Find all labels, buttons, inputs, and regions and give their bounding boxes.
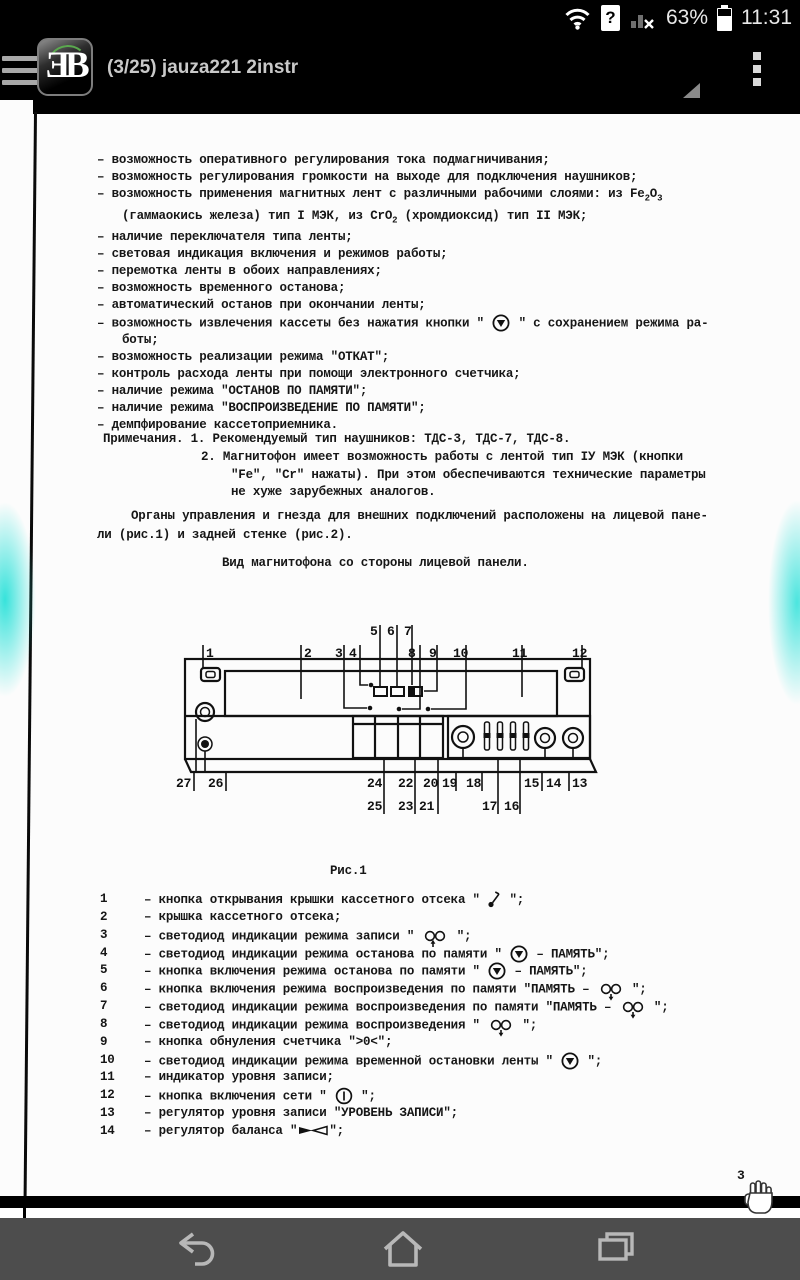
- figure-heading: Вид магнитофона со стороны лицевой панели.: [222, 556, 529, 570]
- legend-item: [100, 927, 750, 945]
- wifi-icon: [564, 7, 591, 30]
- text-run: – кнопка обнуления счетчика ">0<";: [144, 1034, 393, 1049]
- text-run: – наличие переключателя типа ленты;: [97, 230, 353, 244]
- bullet-item: – возможность применения магнитных лент с различными рабочими слоями: из $Fe_2O_3$ (гаммаокись железа) тип I МЭК, из CrO$_2$ (хромдиоксид) тип II МЭК;: [97, 187, 663, 225]
- legend-item: [100, 945, 750, 963]
- app-logo[interactable]: [37, 38, 93, 96]
- text-run: – возможность регулирования громкости на выходе для подключения наушников;: [97, 170, 638, 184]
- text-run: – наличие режима "ВОСПРОИЗВЕДЕНИЕ ПО ПАМЯТИ";: [97, 401, 426, 416]
- legend-item: [100, 1016, 750, 1034]
- legend-item-number: 3: [100, 927, 108, 942]
- svg-text:22: 22: [398, 776, 414, 791]
- legend-item: [100, 891, 750, 909]
- bullet-item: [97, 280, 722, 297]
- text-run: – ПАМЯТЬ";: [529, 946, 610, 961]
- svg-text:9: 9: [429, 646, 437, 661]
- text-run: ";: [329, 1123, 344, 1138]
- text-run: – возможность временного останова;: [97, 281, 346, 295]
- text-run: – световая индикация включения и режимов работы;: [97, 247, 448, 261]
- scan-edge-bottom: [0, 1196, 800, 1208]
- text-run: ";: [353, 1089, 376, 1104]
- screen-glow-right: [768, 500, 800, 705]
- text-run: – крышка кассетного отсека;: [144, 909, 342, 924]
- svg-text:5: 5: [370, 624, 378, 639]
- text-run: ";: [449, 928, 472, 943]
- stop-memory-icon: [492, 314, 510, 332]
- svg-text:21: 21: [419, 799, 435, 814]
- svg-text:14: 14: [546, 776, 562, 791]
- document-page[interactable]: [0, 100, 800, 1208]
- paragraph-line: Органы управления и гнезда для внешних подключений расположены на лицевой пане-: [131, 509, 708, 523]
- legend-item-number: 6: [100, 981, 108, 996]
- text-run: " с сохранением режима ра-: [511, 316, 709, 331]
- text-run: – светодиод индикации режима останова по памяти ": [144, 946, 510, 961]
- power-icon: [335, 1087, 353, 1105]
- clock: 11:31: [741, 6, 792, 29]
- menu-icon[interactable]: [2, 56, 40, 92]
- text-run: – возможность реализации режима "ОТКАТ";: [97, 350, 390, 365]
- legend-item-number: 12: [100, 1088, 115, 1103]
- svg-text:26: 26: [208, 776, 224, 791]
- svg-text:3: 3: [335, 646, 343, 661]
- svg-text:13: 13: [572, 776, 588, 791]
- svg-text:10: 10: [453, 646, 469, 661]
- text-run: ";: [624, 982, 647, 997]
- text-run: (гаммаокись железа) тип I МЭК, из CrO: [122, 208, 393, 223]
- text-run: – перемотка ленты в обоих направлениях;: [97, 264, 382, 278]
- text-run: ";: [515, 1018, 538, 1033]
- battery-icon: [717, 8, 732, 31]
- legend-item: [100, 1087, 750, 1105]
- text-run: (хромдиоксид) тип II МЭК;: [397, 208, 588, 223]
- bullet-item: [97, 366, 722, 383]
- text-run: – кнопка включения режима воспроизведения по памяти "ПАМЯТЬ –: [144, 982, 597, 997]
- scan-edge-tick: [23, 1206, 26, 1218]
- text-run: – светодиод индикации режима временной остановки ленты ": [144, 1053, 561, 1068]
- svg-text:23: 23: [398, 799, 414, 814]
- feature-list: [97, 152, 722, 434]
- svg-text:2: 2: [304, 646, 312, 661]
- text-run: – наличие режима "ОСТАНОВ ПО ПАМЯТИ";: [97, 384, 368, 399]
- bullet-item: [97, 400, 722, 417]
- bullet-item: [97, 152, 722, 169]
- signal-icon: [630, 7, 656, 30]
- legend-item: [100, 1123, 750, 1141]
- back-icon[interactable]: [172, 1227, 218, 1276]
- text-run: – регулятор уровня записи "УРОВЕНЬ ЗАПИСИ";: [144, 1106, 458, 1121]
- overflow-menu-icon[interactable]: [753, 52, 761, 91]
- legend-item-number: 10: [100, 1052, 115, 1067]
- text-run: ";: [502, 892, 525, 907]
- legend-item-number: 1: [100, 892, 108, 906]
- recents-icon[interactable]: [592, 1227, 638, 1276]
- text-run: O: [649, 187, 658, 201]
- eject-icon: [488, 891, 501, 908]
- text-run: ";: [580, 1053, 603, 1068]
- text-run: – индикатор уровня записи;: [144, 1070, 334, 1085]
- svg-text:20: 20: [423, 776, 439, 791]
- text-run: – ПАМЯТЬ";: [507, 964, 588, 979]
- svg-text:16: 16: [504, 799, 520, 814]
- text-run: – светодиод индикации режима воспроизведения ": [144, 1018, 488, 1033]
- legend-item: [100, 1069, 750, 1087]
- sim-question-icon: ?: [601, 5, 620, 31]
- stop-memory-icon: [488, 962, 506, 980]
- corner-triangle-icon: [683, 83, 700, 98]
- legend-item: [100, 909, 750, 927]
- text-run: – демпфирование кассетоприемника.: [97, 418, 338, 433]
- status-bar: [0, 0, 800, 36]
- figure-caption: Рис.1: [330, 864, 367, 878]
- legend-item: [100, 1052, 750, 1070]
- bullet-item: [97, 246, 722, 263]
- svg-text:11: 11: [512, 646, 528, 661]
- text-run: – автоматический останов при окончании ленты;: [97, 298, 426, 312]
- svg-text:12: 12: [572, 646, 588, 661]
- svg-text:8: 8: [408, 646, 416, 661]
- text-run: – кнопка открывания крышки кассетного отсека ": [144, 892, 488, 907]
- legend-item: [100, 962, 750, 980]
- legend-item: [100, 998, 750, 1016]
- legend-item: [100, 1034, 750, 1052]
- svg-text:17: 17: [482, 799, 498, 814]
- page-number: 3: [737, 1168, 745, 1183]
- hand-cursor-icon: [742, 1178, 776, 1221]
- text-run: – возможность применения магнитных лент с различными рабочими слоями: из Fe: [97, 187, 645, 201]
- text-run: – кнопка включения режима останова по памяти ": [144, 964, 488, 979]
- svg-text:19: 19: [442, 776, 458, 791]
- svg-text:18: 18: [466, 776, 482, 791]
- bullet-item: [97, 229, 722, 246]
- legend-item-number: 14: [100, 1123, 115, 1138]
- svg-text:4: 4: [349, 646, 357, 661]
- legend-item-number: 5: [100, 963, 108, 978]
- bullet-item: [97, 169, 722, 186]
- notes-line: Примечания. 1. Рекомендуемый тип наушников: ТДС-3, ТДС-7, ТДС-8.: [103, 432, 571, 446]
- navigation-bar: [0, 1218, 800, 1280]
- legend-item-number: 8: [100, 1016, 108, 1031]
- figure-callout-numbers: [176, 624, 588, 814]
- svg-text:1: 1: [206, 646, 214, 661]
- text-run: – регулятор баланса ": [144, 1123, 298, 1138]
- balance-icon: [298, 1124, 328, 1137]
- document-title: (3/25) jauza221 2instr: [107, 57, 299, 78]
- next-page-strip: [0, 1208, 800, 1218]
- figure-legend: [100, 891, 750, 1141]
- legend-item-number: 7: [100, 999, 108, 1014]
- app-toolbar: [0, 36, 800, 100]
- svg-text:6: 6: [387, 624, 395, 639]
- scan-edge-top: [33, 100, 800, 114]
- text-run: – контроль расхода ленты при помощи электронного счетчика;: [97, 367, 521, 382]
- legend-item-number: 2: [100, 909, 108, 924]
- bullet-item: [97, 263, 722, 280]
- legend-item: [100, 980, 750, 998]
- svg-text:24: 24: [367, 776, 383, 791]
- stop-memory-icon: [510, 945, 528, 963]
- legend-item-number: 4: [100, 945, 108, 960]
- battery-percent: 63%: [665, 6, 708, 29]
- paragraph-line: ли (рис.1) и задней стенке (рис.2).: [97, 528, 353, 542]
- bullet-item: [97, 349, 722, 366]
- logo-monogram: ƎB: [45, 45, 85, 86]
- text-run: – светодиод индикации режима записи ": [144, 928, 422, 943]
- bullet-item: [97, 383, 722, 400]
- home-icon[interactable]: [380, 1227, 426, 1276]
- svg-text:7: 7: [404, 624, 412, 639]
- text-run: – возможность оперативного регулирования тока подмагничивания;: [97, 153, 550, 167]
- text-run: – кнопка включения сети ": [144, 1089, 334, 1104]
- legend-item: [100, 1105, 750, 1123]
- notes-line: "Fe", "Cr" нажаты). При этом обеспечиваются технические параметры: [231, 468, 706, 482]
- svg-text:15: 15: [524, 776, 540, 791]
- legend-item-number: 13: [100, 1106, 115, 1121]
- front-panel-figure: [168, 615, 613, 824]
- text-run: – светодиод индикации режима воспроизведения по памяти "ПАМЯТЬ –: [144, 1000, 619, 1015]
- svg-text:27: 27: [176, 776, 192, 791]
- legend-item-number: 11: [100, 1070, 115, 1085]
- bullet-item: [97, 297, 722, 314]
- svg-text:25: 25: [367, 799, 383, 814]
- text-run: – возможность извлечения кассеты без нажатия кнопки ": [97, 316, 492, 331]
- text-run: ";: [646, 1000, 669, 1015]
- notes-line: не хуже зарубежных аналогов.: [231, 485, 436, 499]
- notes-line: 2. Магнитофон имеет возможность работы с лентой тип IУ МЭК (кнопки: [201, 450, 683, 464]
- stop-memory-icon: [561, 1052, 579, 1070]
- legend-item-number: 9: [100, 1034, 108, 1049]
- text-run: боты;: [122, 333, 159, 348]
- bullet-item: [97, 314, 722, 349]
